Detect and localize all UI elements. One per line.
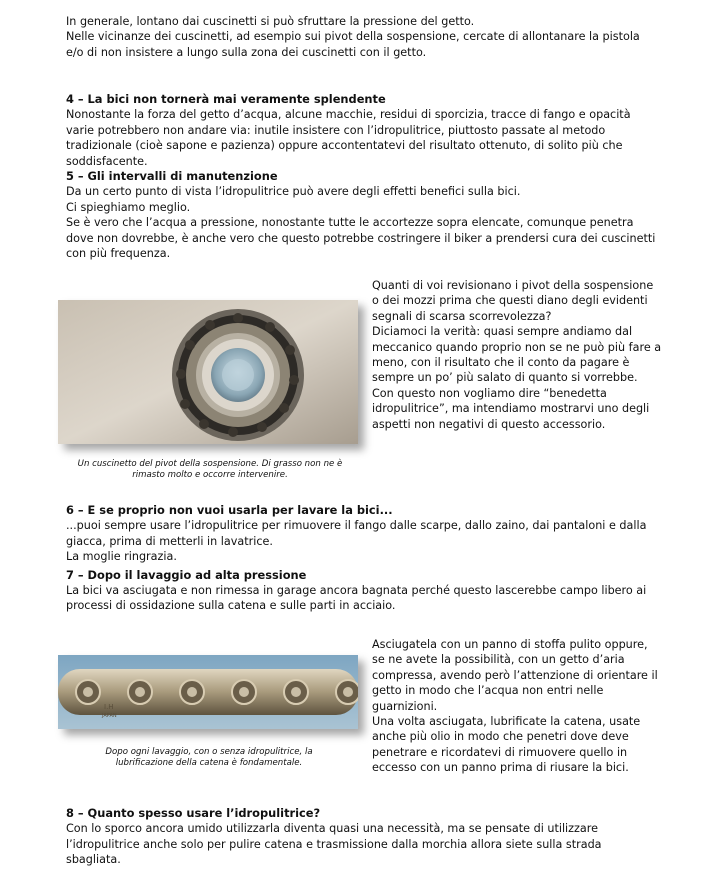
section-6-heading: 6 – E se proprio non vuoi usarla per lavare la bici... xyxy=(66,503,393,517)
intro-paragraph-2: Nelle vicinanze dei cuscinetti, ad esempio sui pivot della sospensione, cercate di allontanare la pistola e/o di non insistere a lungo sulla zona dei cuscinetti con il getto. xyxy=(66,30,640,59)
section-6-line-2: La moglie ringrazia. xyxy=(66,550,177,564)
section-5-line-1: Da un certo punto di vista l’idropulitrice può avere degli effetti benefici sulla bici. xyxy=(66,185,521,199)
section-5-line-3: Se è vero che l’acqua a pressione, nonostante tutte le accortezze sopra elencate, comunque penetra dove non dovrebbe, è anche vero che questo potrebbe costringere il biker a prendersi cura dei cuscinetti con più frequenza. xyxy=(66,216,656,261)
chain-marking-japan: JAPAN xyxy=(102,713,117,719)
bearing-illustration xyxy=(58,300,358,444)
chain-illustration xyxy=(58,655,358,729)
section-7-heading: 7 – Dopo il lavaggio ad alta pressione xyxy=(66,567,307,582)
section-4-body: Nonostante la forza del getto d’acqua, alcune macchie, residui di sporcizia, tracce di fango e opacità varie potrebbero non andare via: inutile insistere con l’idropulitrice, piuttosto passate al metodo tradizionale (cioè sapone e pazienza) oppure accontentatevi del risultato ottenuto, di solito più che soddisfacente. xyxy=(66,108,631,168)
side-paragraph-1: Quanti di voi revisionano i pivot della sospensione o dei mozzi prima che questi diano degli evidenti segnali di scarsa scorrevolezza? xyxy=(372,279,654,323)
section-5-line-2: Ci spieghiamo meglio. xyxy=(66,200,191,214)
section-4 xyxy=(66,92,656,261)
section-8-heading: 8 – Quanto spesso usare l’idropulitrice? xyxy=(66,806,321,820)
section-5-heading: 5 – Gli intervalli di manutenzione xyxy=(66,169,278,184)
side-paragraph-2: Diciamoci la verità: quasi sempre andiamo dal meccanico quando proprio non se ne può più fare a meno, con il risultato che il conto da pagare è sempre un po’ più salato di quanto si vorrebbe. xyxy=(372,325,662,385)
bearing-caption: Un cuscinetto del pivot della sospensione. Di grasso non ne è rimasto molto e occorre intervenire. xyxy=(77,459,343,480)
side-paragraph-3: Con questo non vogliamo dire “benedetta idropulitrice”, ma intendiamo mostrarvi uno degli aspetti non negativi di questo accessorio. xyxy=(372,386,650,431)
section-5-side-text xyxy=(372,278,662,432)
section-4-heading: 4 – La bici non tornerà mai veramente splendente xyxy=(66,92,386,106)
chain-caption: Dopo ogni lavaggio, con o senza idropulitrice, la lubrificazione della catena è fondamentale. xyxy=(105,747,313,768)
section-7-body: La bici va asciugata e non rimessa in garage ancora bagnata perché questo lascerebbe campo libero ai processi di ossidazione sulla catena e sulle parti in acciaio. xyxy=(66,584,647,613)
section-6-line-1: ...puoi sempre usare l’idropulitrice per rimuovere il fango dalle scarpe, dallo zaino, dai pantaloni e dalla giacca, prima di metterli in lavatrice. xyxy=(66,519,647,548)
bearing-photo xyxy=(58,300,358,444)
section-8 xyxy=(66,806,656,868)
chain-marking-ih: I.H xyxy=(104,703,114,711)
chain-photo xyxy=(58,655,358,729)
side-paragraph-4: Asciugatela con un panno di stoffa pulito oppure, se ne avete la possibilità, con un getto d’aria compressa, avendo però l’attenzione di orientare il getto in modo che l’acqua non entri nelle guarnizioni. xyxy=(372,638,658,713)
intro-paragraph-1: In generale, lontano dai cuscinetti si può sfruttare la pressione del getto. xyxy=(66,15,475,28)
section-8-body: Con lo sporco ancora umido utilizzarla diventa quasi una necessità, ma se pensate di utilizzare l’idropulitrice anche solo per pulire catena e trasmissione dalla morchia allora siete sulla strada sbagliata. xyxy=(66,822,602,867)
section-6 xyxy=(66,503,656,614)
section-7-side-text xyxy=(372,637,658,776)
intro-block xyxy=(66,14,656,60)
side-paragraph-5: Una volta asciugata, lubrificate la catena, usate anche più olio in modo che penetri dove deve penetrare e ricordatevi di rimuovere quello in eccesso con un panno prima di riusare la bici. xyxy=(372,715,641,775)
